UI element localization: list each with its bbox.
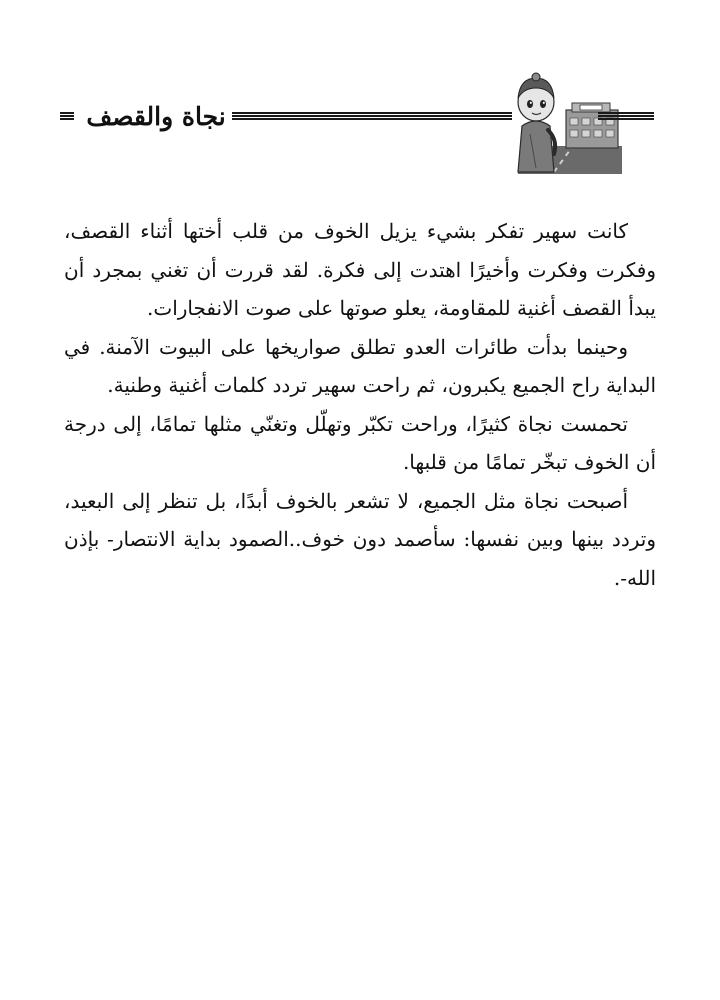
decorative-rule-left <box>60 112 74 120</box>
chapter-title: نجاة والقصف <box>86 102 226 131</box>
girl-and-building-illustration-icon <box>510 68 622 174</box>
story-paragraph-3: تحمست نجاة كثيرًا، وراحت تكبّر وتهلّل وتغنّي مثلها تمامًا، إلى درجة أن الخوف تبخّر تمامًا من قلبها. <box>64 411 656 474</box>
story-paragraph-1: كانت سهير تفكر بشيء يزيل الخوف من قلب أختها أثناء القصف، وفكرت وفكرت وأخيرًا اهتدت إلى فكرة. لقد قررت أن تغني بمجرد أن يبدأ القصف أغنية للمقاومة، يعلو صوتها على صوت الانفجارات. <box>64 219 656 320</box>
decorative-rule-middle <box>232 112 512 120</box>
chapter-header <box>0 0 720 200</box>
decorative-rule-right <box>598 112 654 120</box>
story-paragraph-4: أصبحت نجاة مثل الجميع، لا تشعر بالخوف أبدًا، بل تنظر إلى البعيد، وتردد بينها وبين نفسها: سأصمد دون خوف..الصمود بداية الانتصار- بإذن الله-. <box>64 488 656 590</box>
story-text <box>64 212 656 597</box>
story-paragraph-2: وحينما بدأت طائرات العدو تطلق صواريخها على البيوت الآمنة. في البداية راح الجميع يكبرون، ثم راحت سهير تردد كلمات أغنية وطنية. <box>64 334 656 397</box>
